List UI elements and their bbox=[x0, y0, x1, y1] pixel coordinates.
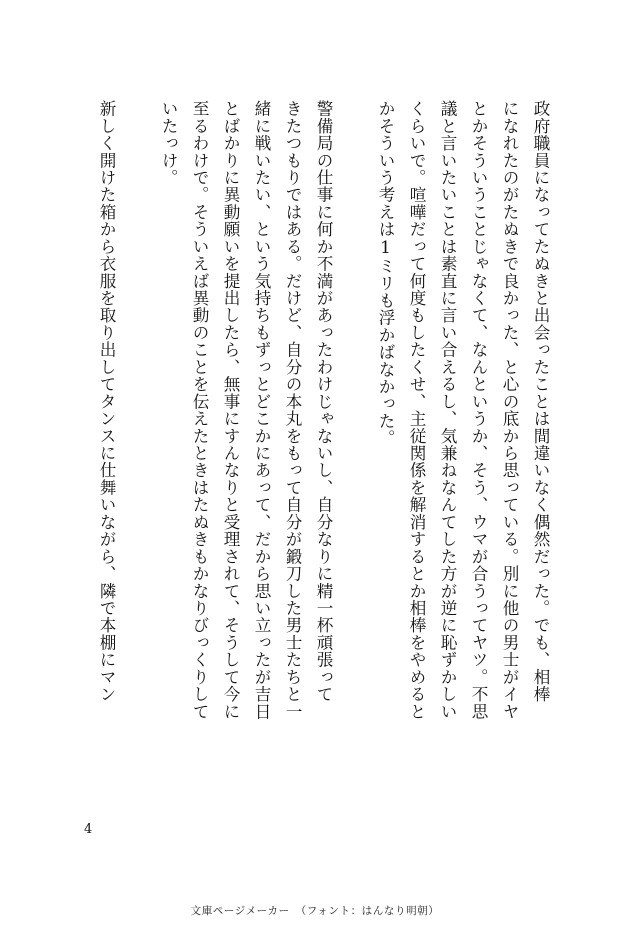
text-column: とかそういうことじゃなくて、なんというか、そう、ウマが合うってヤツ。不思 bbox=[469, 100, 488, 720]
text-column: 政府職員になってたぬきと出会ったことは間違いなく偶然だった。でも、相棒 bbox=[531, 100, 550, 703]
text-column: くらいで。喧嘩だって何度もしたくせ、主従関係を解消するとか相棒をやめると bbox=[407, 100, 426, 720]
text-column: 警備局の仕事に何か不満があったわけじゃないし、自分なりに精一杯頑張って bbox=[314, 100, 333, 703]
text-column: になれたのがたぬきで良かった、と心の底から思っている。別に他の男士がイヤ bbox=[500, 100, 519, 720]
text-column: 至るわけで。そういえば異動のことを伝えたときはたぬきもかなりびっくりして bbox=[190, 100, 209, 720]
text-column: きたつもりではある。だけど、自分の本丸をもって自分が鍛刀した男士たちと一 bbox=[283, 100, 302, 720]
text-column: いたっけ。 bbox=[159, 100, 178, 187]
footer-credit: 文庫ページメーカー （フォント：はんなり明朝） bbox=[190, 905, 440, 917]
text-column: 新しく開けた箱から衣服を取り出してタンスに仕舞いながら、隣で本棚にマン bbox=[97, 100, 116, 703]
text-column: とばかりに異動願いを提出したら、無事にすんなりと受理されて、そうして今に bbox=[221, 100, 240, 720]
text-column: 議と言いたいことは素直に言い合えるし、気兼ねなんてした方が逆に恥ずかしい bbox=[438, 100, 457, 720]
text-column: 緒に戦いたい、という気持ちもずっとどこかにあって、だから思い立ったが吉日 bbox=[252, 100, 271, 720]
page-number: 4 bbox=[84, 822, 93, 837]
text-column: かそういう考えは1ミリも浮かばなかった。 bbox=[376, 100, 395, 447]
